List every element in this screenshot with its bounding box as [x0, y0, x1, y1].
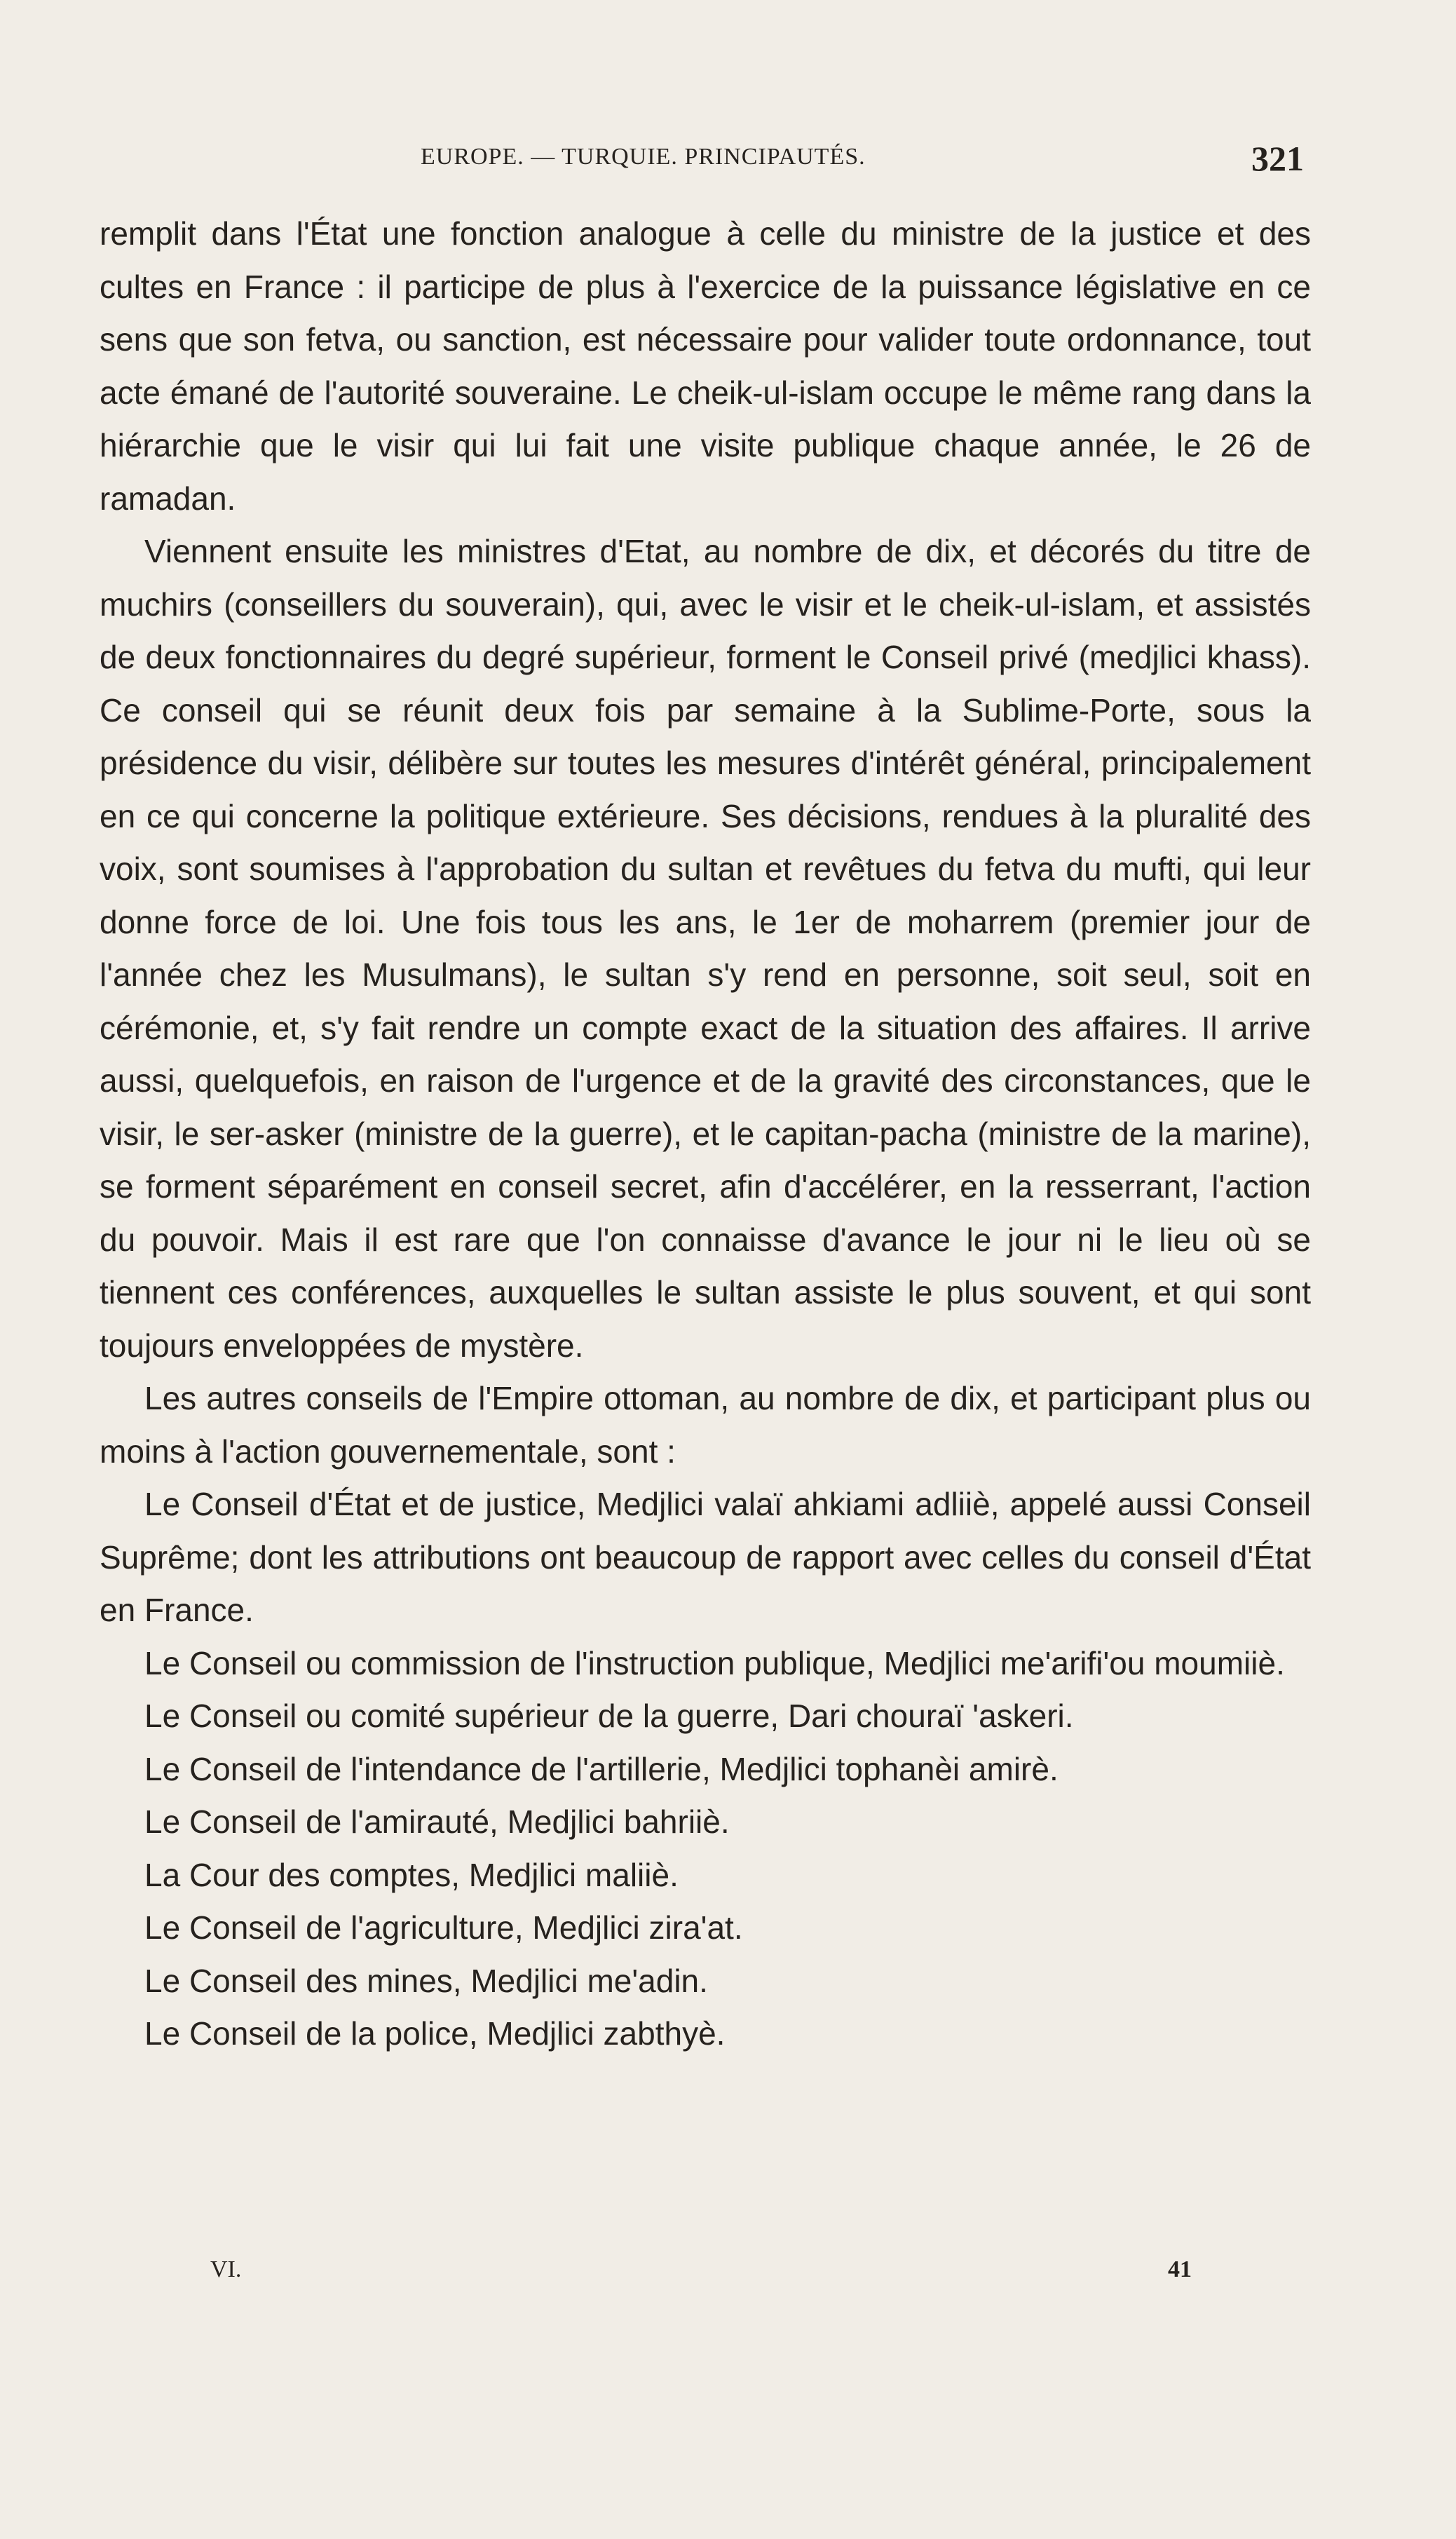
page-footer	[210, 2256, 1192, 2298]
list-item: La Cour des comptes, Medjlici maliiè.	[144, 1856, 679, 1893]
list-item: Le Conseil de l'amirauté, Medjlici bahriiè.	[144, 1803, 730, 1840]
body-text	[100, 208, 1311, 2061]
paragraph: Le Conseil d'État et de justice, Medjlici valaï ahkiami adliiè, appelé aussi Conseil Suprême; dont les attributions ont beaucoup de rapport avec celles du conseil d'État en France.	[100, 1486, 1311, 1628]
list-item: Le Conseil de l'intendance de l'artillerie, Medjlici tophanèi amirè.	[144, 1750, 1059, 1787]
signature-volume: VI.	[210, 2256, 242, 2282]
page-number: 321	[1251, 139, 1304, 178]
running-head	[421, 139, 1304, 186]
council-list	[100, 1690, 1311, 2061]
signature-sheet: 41	[1168, 2256, 1192, 2282]
paragraph: Viennent ensuite les ministres d'Etat, au nombre de dix, et décorés du titre de muchirs (conseillers du souverain), qui, avec le visir et le cheik-ul-islam, et assistés de deux fonctionnaires du degré supérieur, forment le Conseil privé (medjlici khass). Ce conseil qui se réunit deux fois par semaine à la Sublime-Porte, sous la présidence du visir, délibère sur toutes les mesures d'intérêt général, principalement en ce qui concerne la politique extérieure. Ses décisions, rendues à la pluralité des voix, sont soumises à l'approbation du sultan et revêtues du fetva du mufti, qui leur donne force de loi. Une fois tous les ans, le 1er de moharrem (premier jour de l'année chez les Musulmans), le sultan s'y rend en personne, soit seul, soit en cérémonie, et, s'y fait rendre un compte exact de la situation des affaires. Il arrive aussi, quelquefois, en raison de l'urgence et de la gravité des circonstances, que le visir, le ser-asker (ministre de la guerre), et le capitan-pacha (ministre de la marine), se forment séparément en conseil secret, afin d'accélérer, en la resserrant, l'action du pouvoir. Mais il est rare que l'on connaisse d'avance le jour ni le lieu où se tiennent ces conférences, auxquelles le sultan assiste le plus souvent, et qui sont toujours enveloppées de mystère.	[100, 533, 1311, 1364]
running-title: EUROPE. — TURQUIE. PRINCIPAUTÉS.	[421, 144, 866, 170]
paragraph: Les autres conseils de l'Empire ottoman, au nombre de dix, et participant plus ou moins à l'action gouvernementale, sont :	[100, 1380, 1311, 1470]
list-item: Le Conseil de la police, Medjlici zabthyè.	[144, 2015, 726, 2052]
list-item: Le Conseil des mines, Medjlici me'adin.	[144, 1962, 708, 1999]
list-item: Le Conseil ou comité supérieur de la guerre, Dari chouraï 'askeri.	[144, 1698, 1074, 1734]
list-item: Le Conseil de l'agriculture, Medjlici zira'at.	[144, 1909, 743, 1946]
paragraph: remplit dans l'État une fonction analogue à celle du ministre de la justice et des cultes en France : il participe de plus à l'exercice de la puissance législative en ce sens que son fetva, ou sanction, est nécessaire pour valider toute ordonnance, tout acte émané de l'autorité souveraine. Le cheik-ul-islam occupe le même rang dans la hiérarchie que le visir qui lui fait une visite publique chaque année, le 26 de ramadan.	[100, 215, 1311, 517]
paragraph: Le Conseil ou commission de l'instruction publique, Medjlici me'arifi'ou moumiiè.	[144, 1644, 1285, 1681]
